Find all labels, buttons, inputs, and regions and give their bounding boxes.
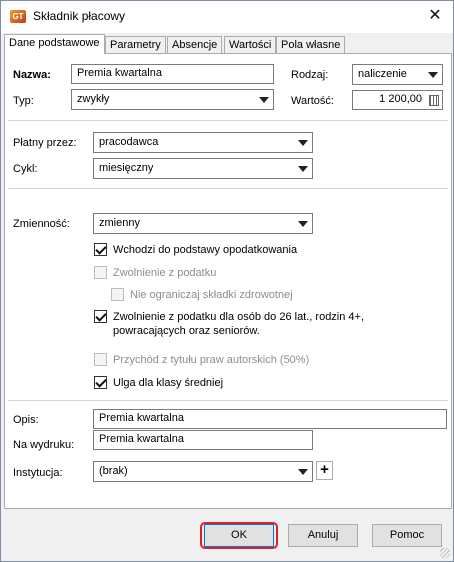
przychod-label[interactable]: Przychód z tytułu praw autorskich (50%)	[113, 354, 310, 366]
tab-dane-podstawowe[interactable]: Dane podstawowe	[4, 34, 105, 54]
zwolnienie-26-label-line1[interactable]: Zwolnienie z podatku dla osób do 26 lat., rodzin 4+,	[113, 311, 365, 323]
cykl-value: miesięczny	[99, 162, 154, 174]
chevron-down-icon	[298, 469, 308, 475]
tab-panel	[4, 53, 452, 509]
zmiennosc-select[interactable]	[93, 213, 313, 234]
nie-ograniczaj-label[interactable]: Nie ograniczaj składki zdrowotnej	[130, 289, 293, 301]
window-title: Składnik płacowy	[33, 9, 126, 23]
ok-button[interactable]: OK	[204, 524, 274, 547]
title-bar[interactable]	[1, 1, 453, 33]
app-icon: GT	[10, 10, 26, 23]
zwolnienie-label[interactable]: Zwolnienie z podatku	[113, 267, 217, 279]
cykl-select[interactable]	[93, 158, 313, 179]
typ-label: Typ:	[13, 95, 34, 107]
cancel-button[interactable]: Anuluj	[288, 524, 358, 547]
cykl-label: Cykl:	[13, 163, 38, 175]
tab-pola-wlasne[interactable]: Pola własne	[276, 36, 345, 53]
typ-value: zwykły	[77, 93, 110, 105]
divider	[8, 120, 448, 121]
chevron-down-icon	[298, 221, 308, 227]
chevron-down-icon	[298, 166, 308, 172]
instytucja-value: (brak)	[99, 465, 128, 477]
tab-wartosci[interactable]: Wartości	[224, 36, 276, 53]
instytucja-select[interactable]	[93, 461, 313, 482]
resize-grip[interactable]	[440, 548, 450, 558]
chevron-down-icon	[298, 140, 308, 146]
nazwa-input[interactable]: Premia kwartalna	[71, 64, 274, 84]
rodzaj-select[interactable]	[352, 64, 443, 85]
calculator-icon[interactable]	[429, 95, 439, 106]
chevron-down-icon	[428, 72, 438, 78]
close-icon[interactable]: ✕	[428, 7, 442, 24]
divider	[8, 188, 448, 189]
rodzaj-label: Rodzaj:	[291, 69, 329, 81]
platny-value: pracodawca	[99, 136, 159, 148]
platny-select[interactable]	[93, 132, 313, 153]
podstawa-label[interactable]: Wchodzi do podstawy opodatkowania	[113, 244, 298, 256]
zwolnienie-checkbox[interactable]	[94, 266, 107, 279]
ulga-label[interactable]: Ulga dla klasy średniej	[113, 377, 224, 389]
zmiennosc-value: zmienny	[99, 217, 140, 229]
chevron-down-icon	[259, 97, 269, 103]
wydruk-input[interactable]: Premia kwartalna	[93, 430, 313, 450]
instytucja-label: Instytucja:	[13, 467, 63, 479]
wartosc-input[interactable]	[352, 90, 443, 110]
zwolnienie-26-checkbox[interactable]	[94, 310, 107, 323]
help-button[interactable]: Pomoc	[372, 524, 442, 547]
zwolnienie-26-label-line2[interactable]: powracających oraz seniorów.	[113, 325, 260, 337]
tab-absencje[interactable]: Absencje	[167, 36, 222, 53]
zmiennosc-label: Zmienność:	[13, 218, 70, 230]
opis-label: Opis:	[13, 414, 39, 426]
wydruk-label: Na wydruku:	[13, 439, 75, 451]
przychod-checkbox[interactable]	[94, 353, 107, 366]
podstawa-checkbox[interactable]	[94, 243, 107, 256]
nie-ograniczaj-checkbox[interactable]	[111, 288, 124, 301]
wartosc-label: Wartość:	[291, 95, 334, 107]
rodzaj-value: naliczenie	[358, 68, 407, 80]
wartosc-value: 1 200,00	[379, 93, 422, 105]
nazwa-label: Nazwa:	[13, 69, 51, 81]
tab-parametry[interactable]: Parametry	[105, 36, 166, 53]
opis-input[interactable]: Premia kwartalna	[93, 409, 447, 429]
platny-label: Płatny przez:	[13, 137, 77, 149]
divider	[8, 400, 448, 401]
ulga-checkbox[interactable]	[94, 376, 107, 389]
typ-select[interactable]	[71, 89, 274, 110]
add-instytucja-button[interactable]: +	[316, 461, 333, 480]
